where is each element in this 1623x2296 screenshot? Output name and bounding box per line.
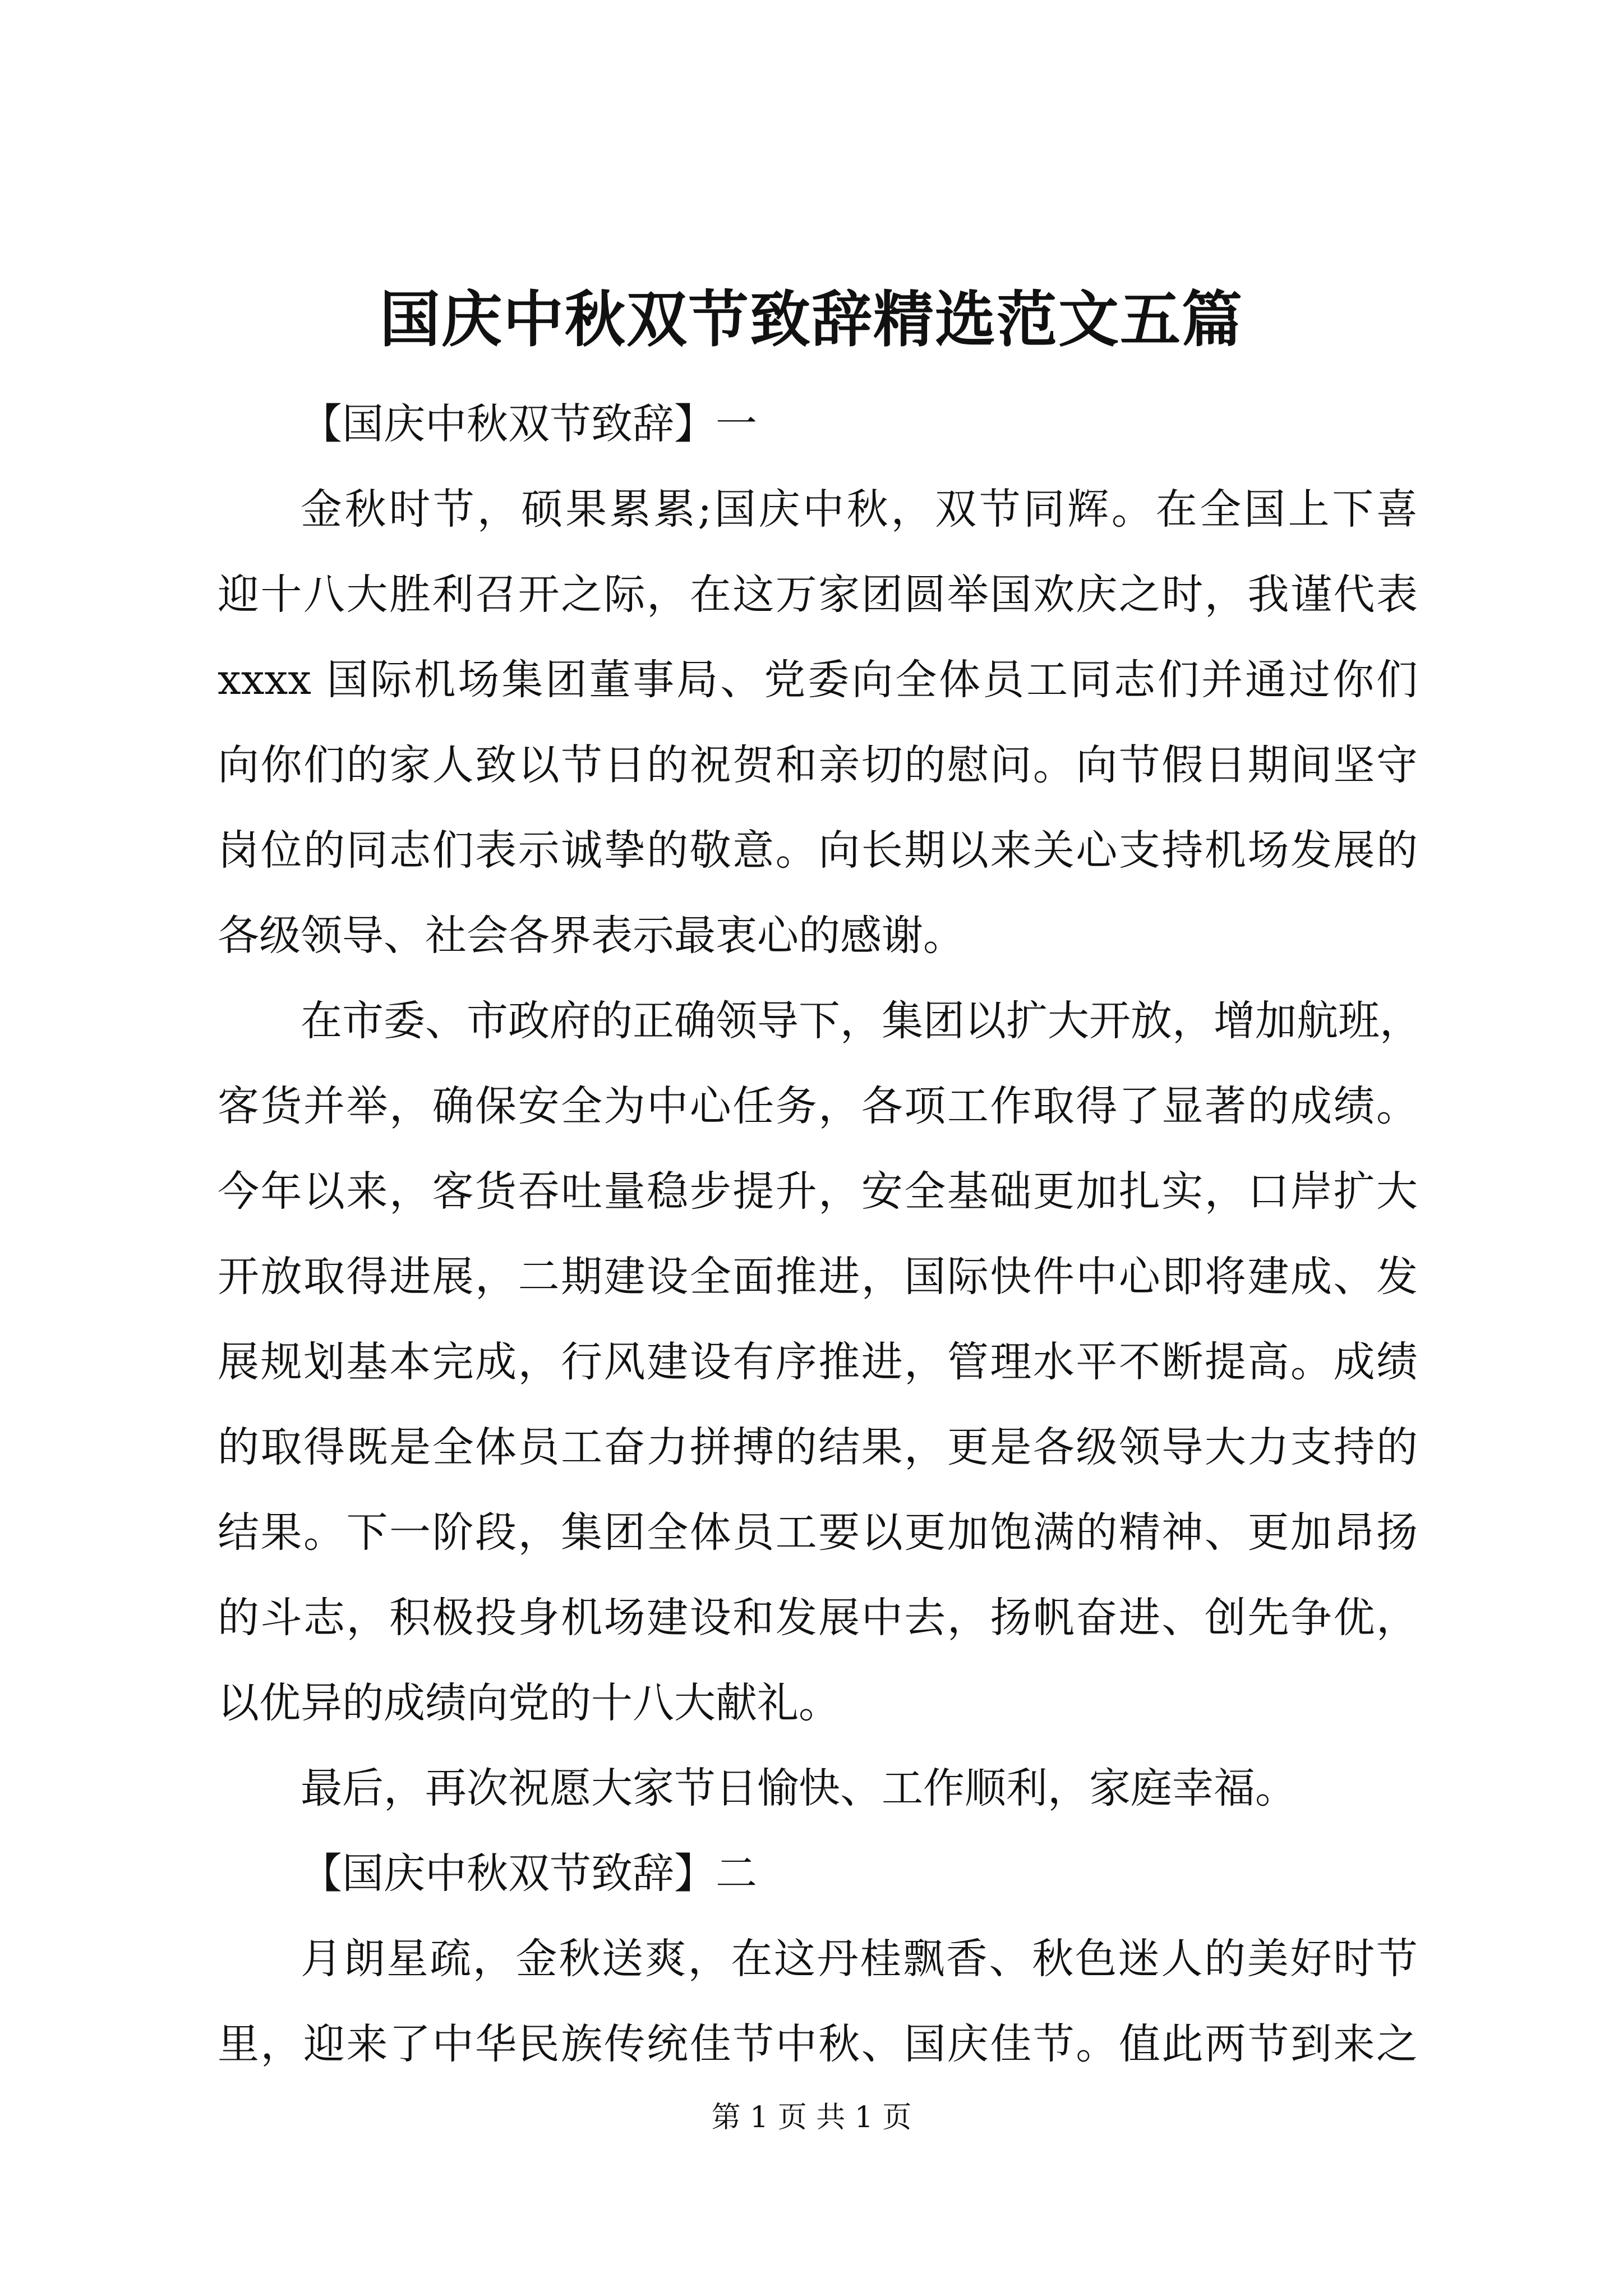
document-body [218,381,1421,2087]
paragraph-line: 迎十八大胜利召开之际，在这万家团圆举国欢庆之时，我谨代表 [218,570,1418,619]
paragraph-line: 最后，再次祝愿大家节日愉快、工作顺利，家庭幸福。 [301,1764,1297,1812]
paragraph-line: 在市委、市政府的正确领导下，集团以扩大开放，增加航班， [301,997,1421,1045]
section-heading-2: 【国庆中秋双节致辞】二 [301,1849,757,1898]
paragraph-line: 开放取得进展，二期建设全面推进，国际快件中心即将建成、发 [218,1253,1418,1301]
paragraph-line: 以优异的成绩向党的十八大献礼。 [218,1679,840,1727]
paragraph-line: 里，迎来了中华民族传统佳节中秋、国庆佳节。值此两节到来之 [218,2020,1418,2068]
paragraph-line: 各级领导、社会各界表示最衷心的感谢。 [218,912,965,960]
paragraph-line: 的取得既是全体员工奋力拼搏的结果，更是各级领导大力支持的 [218,1423,1418,1471]
section-heading-1: 【国庆中秋双节致辞】一 [301,400,757,448]
paragraph-line: 岗位的同志们表示诚挚的敬意。向长期以来关心支持机场发展的 [218,826,1418,875]
paragraph-line: 金秋时节，硕果累累;国庆中秋，双节同辉。在全国上下喜 [301,485,1418,533]
page-footer: 第 1 页 共 1 页 [711,2101,912,2134]
document-title: 国庆中秋双节致辞精选范文五篇 [379,284,1243,355]
paragraph-line: 展规划基本完成，行风建设有序推进，管理水平不断提高。成绩 [218,1338,1418,1386]
paragraph-line: 结果。下一阶段，集团全体员工要以更加饱满的精神、更加昂扬 [218,1508,1418,1557]
paragraph-line: 今年以来，客货吞吐量稳步提升，安全基础更加扎实，口岸扩大 [218,1167,1418,1216]
paragraph-line: xxxx 国际机场集团董事局、党委向全体员工同志们并通过你们 [218,656,1418,704]
paragraph-line: 月朗星疏，金秋送爽，在这丹桂飘香、秋色迷人的美好时节 [301,1935,1418,1983]
paragraph-line: 客货并举，确保安全为中心任务，各项工作取得了显著的成绩。 [218,1082,1418,1130]
paragraph-line: 向你们的家人致以节日的祝贺和亲切的慰问。向节假日期间坚守 [218,741,1418,789]
paragraph-line: 的斗志，积极投身机场建设和发展中去，扬帆奋进、创先争优， [218,1594,1418,1642]
